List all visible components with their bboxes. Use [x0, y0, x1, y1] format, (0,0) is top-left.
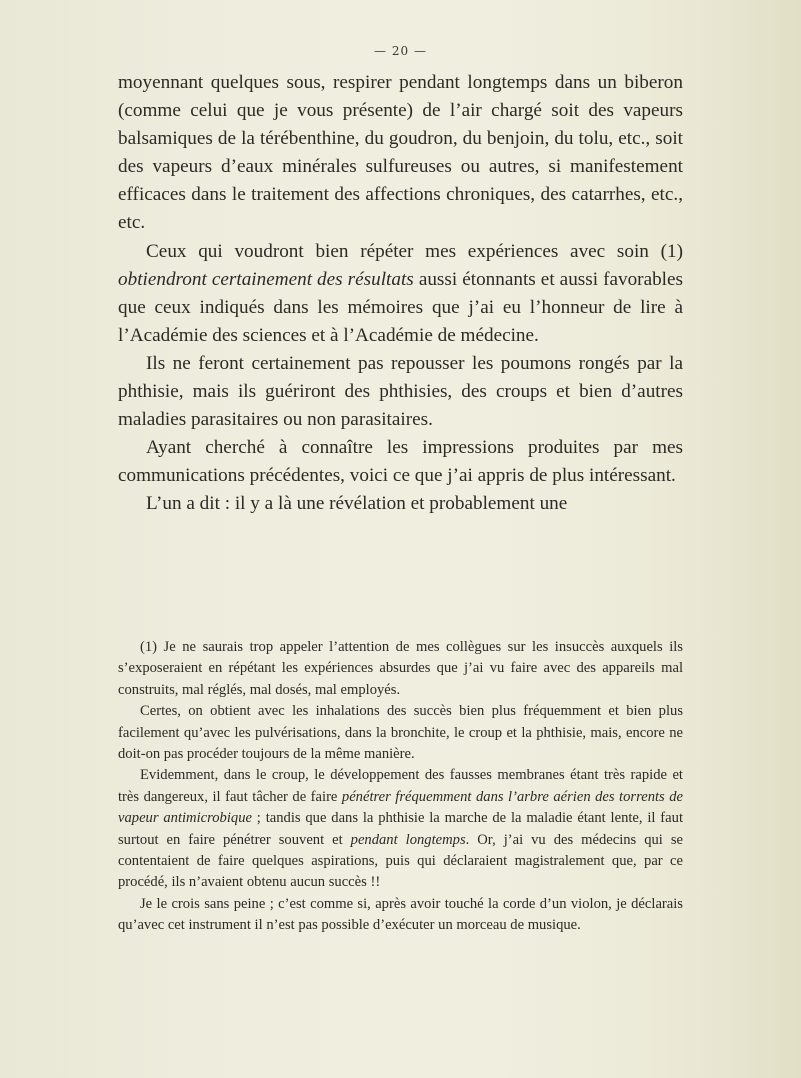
paragraph-2-start: Ceux qui voudront bien répéter mes expériences avec soin (1) [146, 240, 683, 262]
page-number: — 20 — [374, 44, 427, 58]
paragraph-5: L’un a dit : il y a là une révélation et probablement une [146, 493, 568, 515]
footnote-2: Certes, on obtient avec les inhalations des succès bien plus fréquemment et bien plus facilement qu’avec les pulvérisations, dans la bronchite, le croup et la phthisie, mais, encore ne doit-on pas procéder toujours de la même manière. [118, 703, 683, 763]
footnote-1: (1) Je ne saurais trop appeler l’attention de mes collègues sur les insuccès auxquels ils s’exposeraient en répétant les expériences absurdes que j’ai vu faire avec des appareils mal construits, mal réglés, mal dosés, mal employés. [118, 639, 683, 698]
footnote-3-italic-2: pendant longtemps [350, 831, 466, 848]
paragraph-1: moyennant quelques sous, respirer pendant longtemps dans un biberon (comme celui que je vous présente) de l’air chargé soit des vapeurs balsamiques de la térébenthine, du goudron, du benjoin, du tolu, etc., soit des vapeurs d’eaux minérales sulfureuses ou autres, si manifestement efficaces dans le traitement des affections chroniques, des catarrhes, etc., etc. [118, 72, 683, 234]
footnote-3-italic-1: pénétrer fréquemment dans l’arbre aérien des torrents de vapeur antimicrobique [118, 788, 684, 827]
main-text [118, 69, 683, 519]
footnote-3-middle: ; tandis que dans la phthisie la marche de la maladie étant lente, il faut surtout en faire pénétrer souvent et [118, 810, 683, 848]
paragraph-2 [118, 238, 683, 350]
footnote-3-start: Evidemment, dans le croup, le développement des fausses membranes étant très rapide et très dangereux, il faut tâcher de faire [118, 767, 683, 805]
paragraph-4: Ayant cherché à connaître les impressions produites par mes communications précédentes, voici ce que j’ai appris de plus intéressant. [118, 437, 683, 487]
footnotes [118, 637, 683, 937]
footnote-3 [118, 765, 683, 893]
paragraph-2-italic: obtiendront certainement des résultats [118, 268, 414, 290]
footnote-4: Je le crois sans peine ; c’est comme si, après avoir touché la corde d’un violon, je déclarais qu’avec cet instrument il n’est pas possible d’exécuter un morceau de musique. [118, 895, 683, 934]
paragraph-2-end: aussi étonnants et aussi favorables que ceux indiqués dans les mémoires que j’ai eu l’honneur de lire à l’Académie des sciences et à l’Académie de médecine. [118, 268, 683, 346]
paragraph-3: Ils ne feront certainement pas repousser les poumons rongés par la phthisie, mais ils guériront des phthisies, des croups et bien d’autres maladies parasitaires ou non parasitaires. [118, 352, 683, 431]
footnote-3-end: . Or, j’ai vu des médecins qui se contentaient de faire quelques aspirations, puis qui déclaraient magistralement que, par ce procédé, ils n’avaient obtenu aucun succès !! [118, 831, 683, 891]
